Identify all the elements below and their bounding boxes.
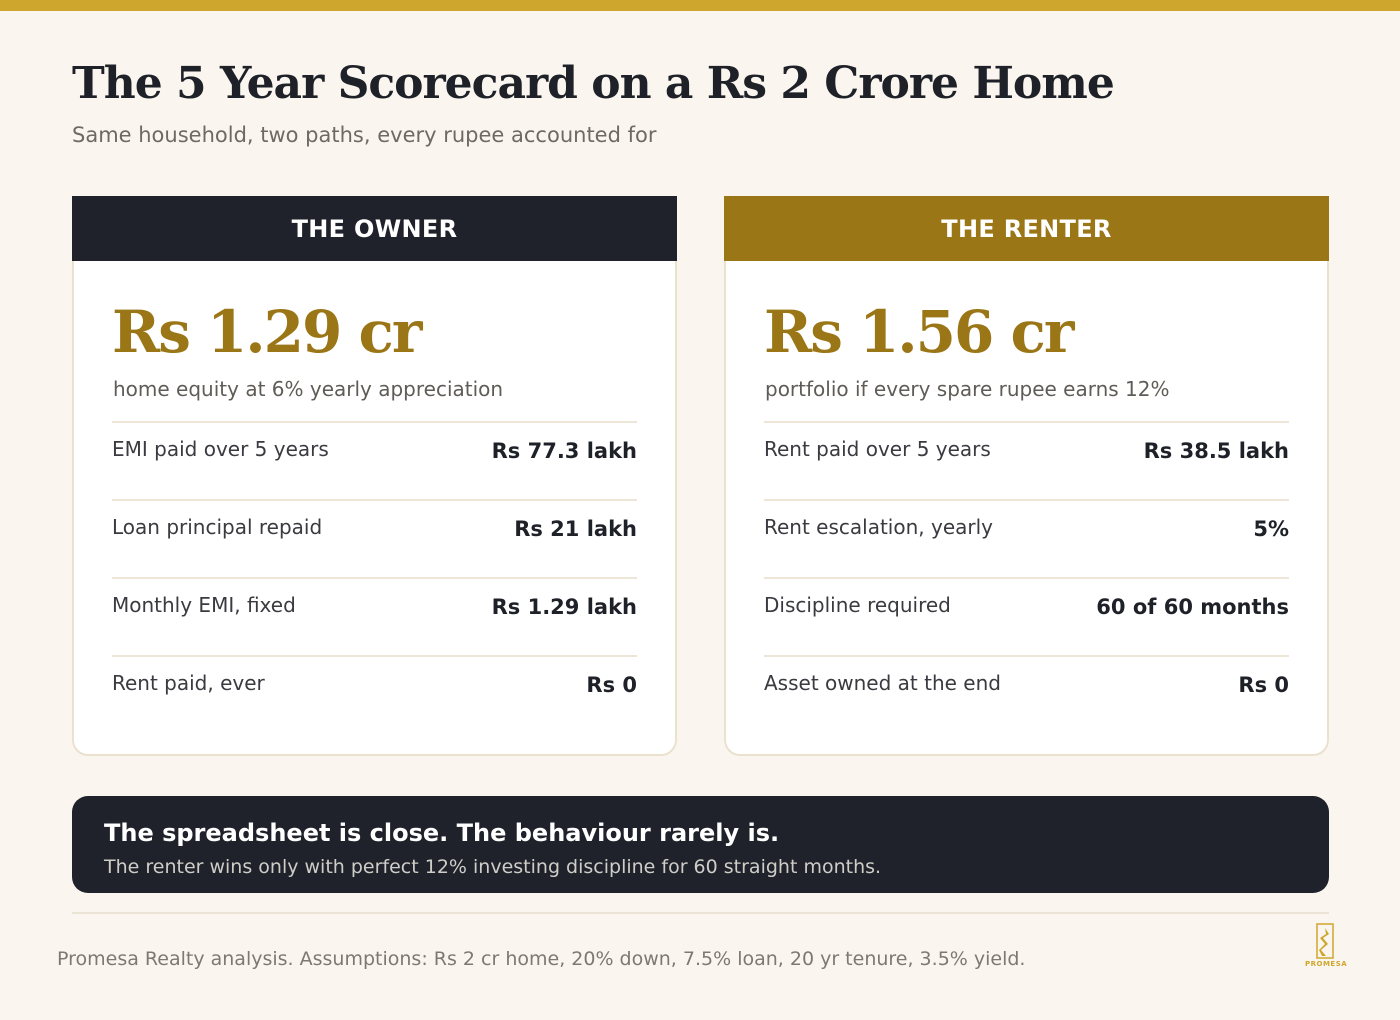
metric-value: Rs 0 [1238, 673, 1289, 697]
metric-label: EMI paid over 5 years [112, 437, 329, 461]
metric-label: Discipline required [764, 593, 951, 617]
metric-value: 60 of 60 months [1096, 595, 1289, 619]
banner-text: The renter wins only with perfect 12% investing discipline for 60 straight months. [104, 856, 882, 878]
owner-metrics-list [112, 421, 637, 733]
metric-label: Rent escalation, yearly [764, 515, 994, 539]
renter-headline-caption: portfolio if every spare rupee earns 12% [765, 377, 1170, 401]
renter-headline-value: Rs 1.56 cr [764, 298, 1073, 366]
renter-card [724, 196, 1329, 756]
tower-icon [1305, 922, 1345, 960]
owner-card-header: THE OWNER [72, 196, 677, 261]
metric-label: Rent paid over 5 years [764, 437, 991, 461]
metric-value: Rs 38.5 lakh [1143, 439, 1289, 463]
footer-divider [72, 912, 1329, 914]
metric-value: Rs 1.29 lakh [491, 595, 637, 619]
owner-metric-row [112, 421, 637, 499]
page-subtitle: Same household, two paths, every rupee accounted for [72, 123, 657, 147]
owner-metric-row [112, 499, 637, 577]
insight-banner [72, 796, 1329, 893]
assumptions-footnote: Promesa Realty analysis. Assumptions: Rs 2 cr home, 20% down, 7.5% loan, 20 yr tenure, 3.5% yield. [57, 948, 1026, 970]
metric-label: Asset owned at the end [764, 671, 1001, 695]
renter-metric-row [764, 421, 1289, 499]
renter-metric-row [764, 577, 1289, 655]
metric-label: Loan principal repaid [112, 515, 323, 539]
metric-value: Rs 0 [586, 673, 637, 697]
renter-metrics-list [764, 421, 1289, 733]
top-accent-bar [0, 0, 1400, 11]
owner-card [72, 196, 677, 756]
renter-card-header: THE RENTER [724, 196, 1329, 261]
owner-metric-row [112, 655, 637, 733]
brand-logo [1305, 922, 1348, 970]
owner-headline-caption: home equity at 6% yearly appreciation [113, 377, 504, 401]
page-title: The 5 Year Scorecard on a Rs 2 Crore Home [72, 58, 1114, 109]
metric-value: 5% [1253, 517, 1289, 541]
renter-metric-row [764, 499, 1289, 577]
logo-wordmark: PROMESA [1305, 960, 1348, 968]
renter-metric-row [764, 655, 1289, 733]
owner-metric-row [112, 577, 637, 655]
owner-headline-value: Rs 1.29 cr [112, 298, 421, 366]
metric-value: Rs 21 lakh [514, 517, 637, 541]
banner-headline: The spreadsheet is close. The behaviour rarely is. [104, 819, 780, 847]
metric-label: Monthly EMI, fixed [112, 593, 296, 617]
metric-label: Rent paid, ever [112, 671, 265, 695]
metric-value: Rs 77.3 lakh [491, 439, 637, 463]
